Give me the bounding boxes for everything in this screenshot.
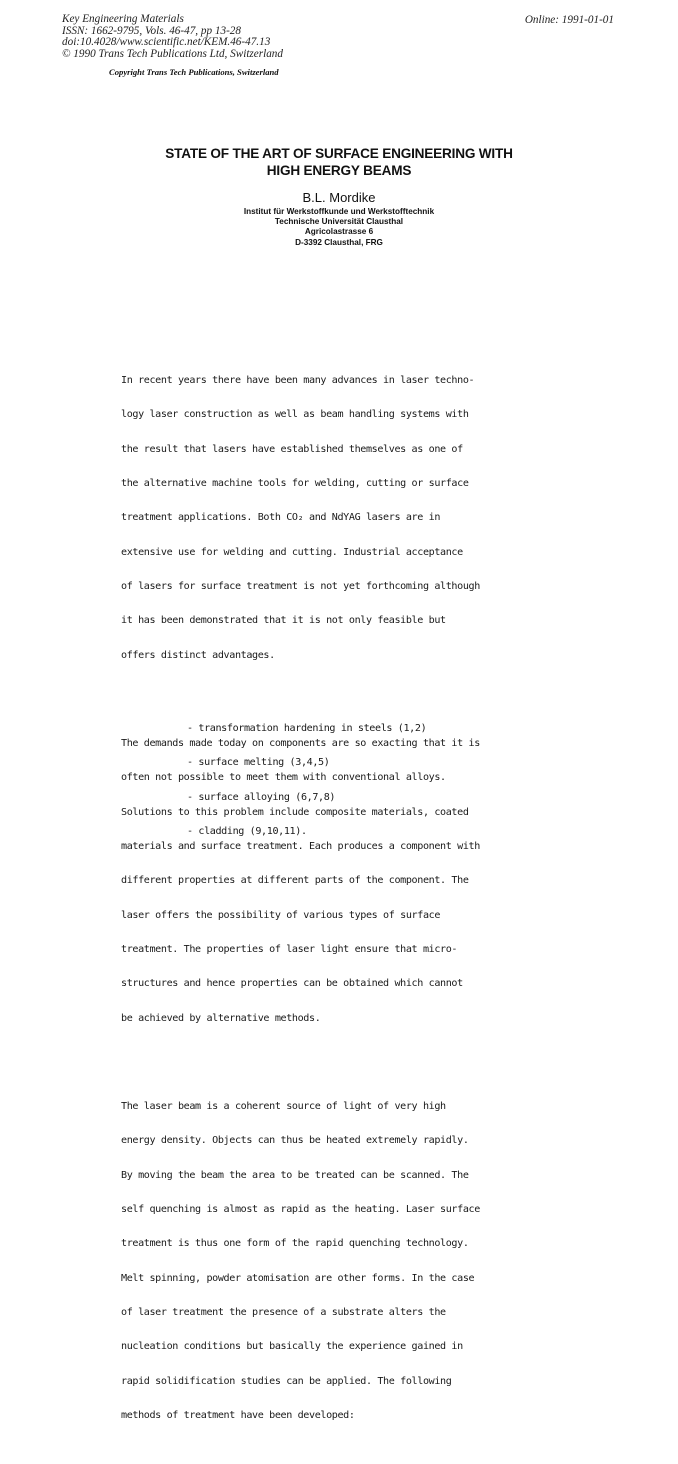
online-date: Online: 1991-01-01 [524,14,614,26]
paragraph [121,352,551,684]
paragraph [121,1078,551,1445]
journal-doi[interactable]: doi:10.4028/www.scientific.net/KEM.46-47.13 [62,36,271,49]
text-line: By moving the beam the area to be treated can be scanned. The [121,1169,469,1181]
text-line: the result that lasers have established themselves as one of [121,443,463,455]
affiliation-street: Agricolastrasse 6 [304,227,374,237]
text-line: be achieved by alternative methods. [121,1012,321,1024]
text-line: extensive use for welding and cutting. Industrial acceptance [121,546,463,558]
text-line: different properties at different parts of the component. The [121,875,469,887]
methods-list [187,700,426,849]
text-line: logy laser construction as well as beam handling systems with [121,409,469,421]
affiliation-institute: Institut für Werkstoffkunde und Werkstofftechnik [243,207,435,216]
copyright-stamp: Copyright Trans Tech Publications, Switzerland [109,67,279,77]
title-line-1: STATE OF THE ART OF SURFACE ENGINEERING WITH [165,146,513,161]
text-line: energy density. Objects can thus be heated extremely rapidly. [121,1135,469,1147]
list-item: - surface alloying (6,7,8) [187,791,336,803]
affiliation-university: Technische Universität Clausthal [274,217,404,227]
text-line: In recent years there have been many advances in laser techno- [121,374,475,386]
journal-name: Key Engineering Materials [62,13,184,25]
list-item: - cladding (9,10,11). [187,825,307,837]
affiliation-city: D-3392 Clausthal, FRG [295,237,383,247]
text-line: rapid solidification studies can be applied. The following [121,1375,452,1387]
text-line: the alternative machine tools for welding, cutting or surface [121,477,469,489]
text-line: of lasers for surface treatment is not yet forthcoming although [121,580,480,592]
text-line: treatment is thus one form of the rapid quenching technology. [121,1238,469,1250]
author-affiliation [0,207,678,248]
journal-copyright: © 1990 Trans Tech Publications Ltd, Switzerland [62,47,283,60]
text-line: laser offers the possibility of various types of surface [121,909,441,921]
article-title [0,145,678,179]
text-line: materials and surface treatment. Each produces a component with [121,840,480,852]
text-line: structures and hence properties can be obtained which cannot [121,978,463,990]
text-line: treatment. The properties of laser light ensure that micro- [121,944,458,956]
journal-issn: ISSN: 1662-9795, Vols. 46-47, pp 13-28 [62,24,241,37]
text-line: Melt spinning, powder atomisation are other forms. In the case [121,1272,475,1284]
text-line: The laser beam is a coherent source of light of very high [121,1100,446,1112]
author-name: B.L. Mordike [302,190,376,205]
text-line: it has been demonstrated that it is not only feasible but [121,615,446,627]
text-line: The demands made today on components are so exacting that it is [121,737,480,749]
text-line: methods of treatment have been developed: [121,1410,355,1422]
text-line: Solutions to this problem include composite materials, coated [121,806,469,818]
text-line: often not possible to meet them with conventional alloys. [121,772,446,784]
list-item: - transformation hardening in steels (1,2) [187,722,427,734]
list-item: - surface melting (3,4,5) [187,757,330,769]
text-line: offers distinct advantages. [121,649,275,661]
text-line: treatment applications. Both CO₂ and NdYAG lasers are in [121,512,441,524]
title-line-2: HIGH ENERGY BEAMS [266,163,412,178]
text-line: self quenching is almost as rapid as the heating. Laser surface [121,1203,480,1215]
text-line: nucleation conditions but basically the experience gained in [121,1341,463,1353]
journal-header [62,14,283,60]
text-line: of laser treatment the presence of a substrate alters the [121,1307,446,1319]
article-body [121,329,551,1464]
